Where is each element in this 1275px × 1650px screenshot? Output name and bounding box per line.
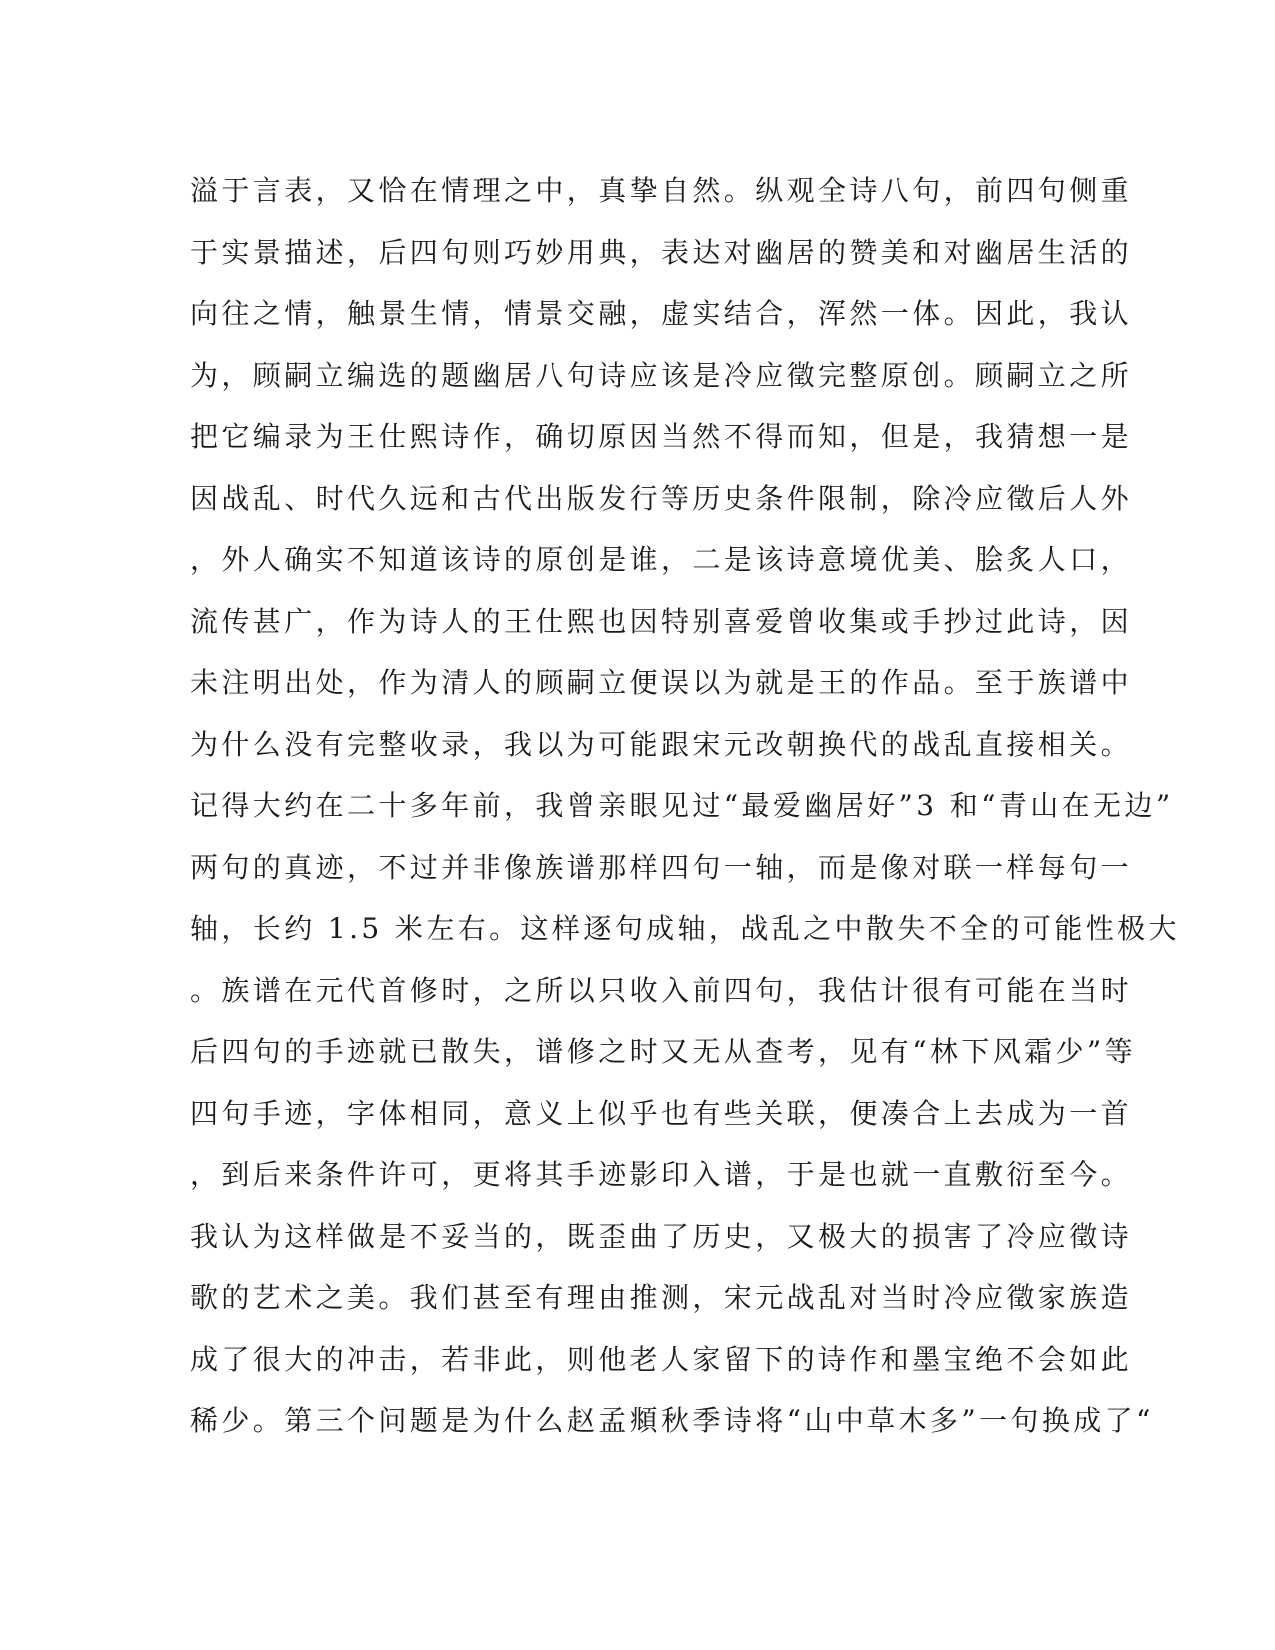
text-line: 为什么没有完整收录，我以为可能跟宋元改朝换代的战乱直接相关。 — [190, 727, 1133, 761]
text-line: ，外人确实不知道该诗的原创是谁，二是该诗意境优美、脍炙人口， — [190, 543, 1133, 576]
text-line: 我认为这样做是不妥当的，既歪曲了历史，又极大的损害了冷应徵诗 — [190, 1219, 1133, 1253]
text-line: 未注明出处，作为清人的顾嗣立便误以为就是王的作品。至于族谱中 — [190, 666, 1133, 699]
text-line: 成了很大的冲击，若非此，则他老人家留下的诗作和墨宝绝不会如此 — [190, 1342, 1133, 1376]
text-line: 记得大约在二十多年前，我曾亲眼见过“最爱幽居好”3 和“青山在无边” — [190, 789, 1174, 822]
body-text — [190, 160, 1180, 1452]
text-line: 溢于言表，又恰在情理之中，真挚自然。纵观全诗八句，前四句侧重 — [190, 174, 1133, 207]
text-line: 向往之情，触景生情，情景交融，虚实结合，浑然一体。因此，我认 — [190, 297, 1133, 330]
text-line: 四句手迹，字体相同，意义上似乎也有些关联，便凑合上去成为一首 — [190, 1096, 1133, 1130]
text-line: 两句的真迹，不过并非像族谱那样四句一轴，而是像对联一样每句一 — [190, 850, 1133, 884]
text-line: 因战乱、时代久远和古代出版发行等历史条件限制，除冷应徵后人外 — [190, 481, 1133, 515]
text-line: 轴，长约 1.5 米左右。这样逐句成轴，战乱之中散失不全的可能性极大 — [190, 912, 1180, 945]
text-line: 歌的艺术之美。我们甚至有理由推测，宋元战乱对当时冷应徵家族造 — [190, 1281, 1133, 1314]
text-line: 于实景描述，后四句则巧妙用典，表达对幽居的赞美和对幽居生活的 — [190, 235, 1133, 269]
text-line: 把它编录为王仕熙诗作，确切原因当然不得而知，但是，我猜想一是 — [190, 420, 1133, 453]
text-line: 稀少。第三个问题是为什么赵孟頫秋季诗将“山中草木多”一句换成了“ — [190, 1404, 1154, 1437]
text-line: 后四句的手迹就已散失，谱修之时又无从查考，见有“林下风霜少”等 — [190, 1035, 1137, 1068]
text-line: 为，顾嗣立编选的题幽居八句诗应该是冷应徵完整原创。顾嗣立之所 — [190, 358, 1133, 392]
text-line: ，到后来条件许可，更将其手迹影印入谱，于是也就一直敷衍至今。 — [190, 1158, 1133, 1191]
text-line: 。族谱在元代首修时，之所以只收入前四句，我估计很有可能在当时 — [190, 973, 1133, 1007]
text-line: 流传甚广，作为诗人的王仕熙也因特别喜爱曾收集或手抄过此诗，因 — [190, 604, 1133, 638]
